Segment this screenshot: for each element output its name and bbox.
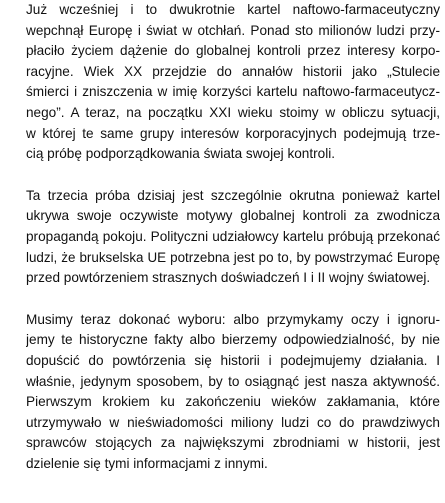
text-line: utrzymywało w nieświadomości miliony ludzi co do prawdziwych bbox=[26, 414, 440, 430]
paragraph-2 bbox=[26, 186, 440, 289]
text-line: płaciło życiem dążenie do globalnej kontroli przez interesy korpo- bbox=[26, 43, 440, 59]
text-line: ukrywa swoje oczywiste motywy globalnej kontroli za zwodnicza bbox=[26, 208, 440, 224]
text-line: dzielenie się tymi informacjami z innymi. bbox=[26, 455, 268, 471]
text-line: śmierci i zniszczenia w imię korzyści kartelu naftowo-farmaceutycz- bbox=[26, 84, 440, 100]
text-line: Musimy teraz dokonać wyboru: albo przymykamy oczy i ignoru- bbox=[26, 311, 440, 327]
text-line: ludzi, że brukselska UE potrzebna jest po to, by powstrzymać Europę bbox=[26, 249, 440, 265]
text-line: racyjne. Wiek XX przejdzie do annałów historii jako „Stulecie bbox=[26, 63, 440, 79]
text-line: przed powtórzeniem strasznych doświadczeń I i II wojny światowej. bbox=[26, 270, 431, 286]
text-line: właśnie, jedynym sposobem, by to osiągnąć jest nasza aktywność. bbox=[26, 373, 440, 389]
text-line: cią próbę podporządkowania świata swojej kontroli. bbox=[26, 146, 336, 162]
text-line: Pierwszym krokiem ku zakończeniu wieków zakłamania, które bbox=[26, 394, 440, 410]
text-line: sprawców stojących za największymi zbrodniami w historii, jest bbox=[26, 435, 440, 451]
text-line: propagandą pokoju. Polityczni udziałowcy kartelu próbują przekonać bbox=[26, 228, 440, 244]
text-line: dopuścić do powtórzenia się historii i podejmujemy działania. I bbox=[26, 352, 440, 368]
text-line: w której te same grupy interesów korporacyjnych podejmują trze- bbox=[26, 125, 440, 141]
paragraph-3 bbox=[26, 310, 440, 475]
text-line: Ta trzecia próba dzisiaj jest szczególnie okrutna ponieważ kartel bbox=[26, 187, 440, 203]
text-line: Już wcześniej i to dwukrotnie kartel naftowo-farmaceutyczny bbox=[26, 2, 440, 17]
text-line: nego”. A teraz, na początku XXI wieku stoimy w obliczu sytuacji, bbox=[26, 104, 440, 120]
text-line: wepchnął Europę i świat w otchłań. Ponad sto milionów ludzi przy- bbox=[26, 22, 440, 38]
text-line: jemy te historyczne fakty albo bierzemy odpowiedzialność, by nie bbox=[26, 332, 440, 348]
document-body bbox=[26, 0, 440, 495]
paragraph-1 bbox=[26, 0, 440, 165]
